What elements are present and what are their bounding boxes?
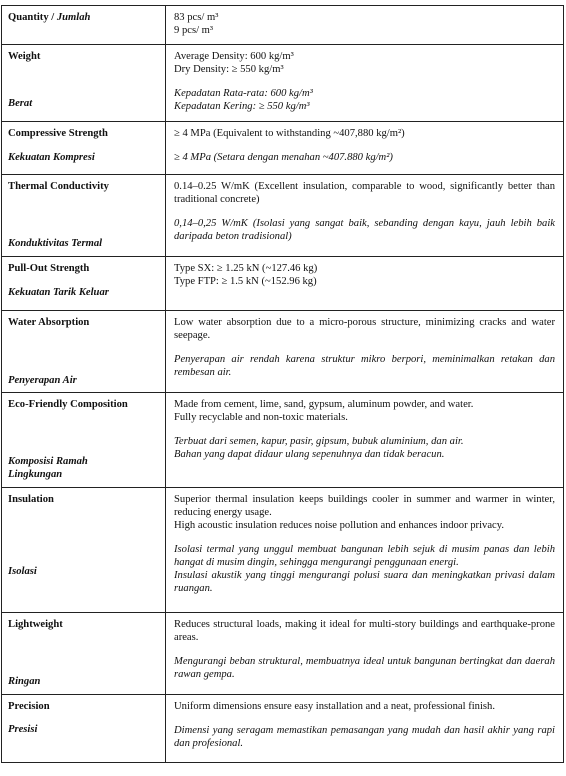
- value-line: High acoustic insulation reduces noise pollution and enhances indoor privacy.: [174, 520, 504, 531]
- row-label-en: Compressive Strength: [8, 128, 108, 139]
- row-value-cell: [166, 393, 564, 488]
- row-label-en: Pull-Out Strength: [8, 263, 90, 274]
- value-line-id: Insulasi akustik yang tinggi mengurangi polusi suara dan meningkatkan privasi dalam ruangan.: [174, 570, 555, 594]
- row-label-id: Presisi: [8, 724, 38, 735]
- value-line: Type FTP: ≥ 1.5 kN (~152.96 kg): [174, 276, 317, 287]
- value-line-id: Bahan yang dapat didaur ulang sepenuhnya dan tidak beracun.: [174, 449, 445, 460]
- value-line: Fully recyclable and non-toxic materials.: [174, 412, 348, 423]
- row-value-cell: [166, 613, 564, 695]
- value-line: Made from cement, lime, sand, gypsum, aluminum powder, and water.: [174, 399, 474, 410]
- row-label-id: Konduktivitas Termal: [8, 238, 103, 249]
- row-label-cell: [2, 6, 166, 45]
- value-line-id: Terbuat dari semen, kapur, pasir, gipsum, bubuk aluminium, dan air.: [174, 436, 464, 447]
- row-value-cell: [166, 695, 564, 763]
- table-row: [2, 45, 564, 122]
- value-line: Superior thermal insulation keeps buildings cooler in summer and warmer in winter, reducing energy usage.: [174, 494, 555, 518]
- row-label-en: Water Absorption: [8, 317, 90, 328]
- table-row: [2, 257, 564, 311]
- row-label-id: Kekuatan Kompresi: [8, 152, 95, 163]
- row-label-id: Komposisi Ramah Lingkungan: [8, 456, 88, 480]
- table-row: [2, 175, 564, 257]
- row-value-cell: [166, 311, 564, 393]
- row-label-cell: [2, 311, 166, 393]
- row-label-en: Precision: [8, 701, 50, 712]
- table-row: [2, 393, 564, 488]
- row-label-id: Isolasi: [8, 566, 37, 577]
- row-value-cell: [166, 6, 564, 45]
- table-row: [2, 6, 564, 45]
- row-label-en: Insulation: [8, 494, 54, 505]
- value-line: 9 pcs/ m³: [174, 25, 214, 36]
- value-line: Type SX: ≥ 1.25 kN (~127.46 kg): [174, 263, 318, 274]
- row-label-cell: [2, 257, 166, 311]
- table-row: [2, 122, 564, 175]
- row-label-en: Lightweight: [8, 619, 63, 630]
- value-line-id: ≥ 4 MPa (Setara dengan menahan ~407.880 kg/m²): [174, 152, 393, 163]
- value-line: Dry Density: ≥ 550 kg/m³: [174, 64, 284, 75]
- row-label-cell: [2, 695, 166, 763]
- row-label-cell: [2, 122, 166, 175]
- value-line: 0.14–0.25 W/mK (Excellent insulation, comparable to wood, significantly better than traditional concrete): [174, 181, 555, 205]
- row-label-id: Ringan: [8, 676, 41, 687]
- table-row: [2, 695, 564, 763]
- row-value-cell: [166, 488, 564, 613]
- value-line-id: Isolasi termal yang unggul membuat bangunan lebih sejuk di musim panas dan lebih hangat di musim dingin, sehingga mengurangi penggunaan energi.: [174, 544, 555, 568]
- table-row: [2, 311, 564, 393]
- row-value-cell: [166, 122, 564, 175]
- value-line-id: 0,14–0,25 W/mK (Isolasi yang sangat baik, sebanding dengan kayu, jauh lebih baik daripada beton tradisional): [174, 218, 555, 242]
- row-label-id: Penyerapan Air: [8, 375, 77, 386]
- value-line-id: Kepadatan Rata-rata: 600 kg/m³: [174, 88, 313, 99]
- specification-table: [1, 5, 564, 763]
- row-label-id: Kekuatan Tarik Keluar: [8, 287, 109, 298]
- row-label-cell: [2, 488, 166, 613]
- row-label-id: Berat: [8, 98, 33, 109]
- row-value-cell: [166, 257, 564, 311]
- value-line: Uniform dimensions ensure easy installation and a neat, professional finish.: [174, 701, 495, 712]
- value-line: 83 pcs/ m³: [174, 12, 219, 23]
- value-line-id: Mengurangi beban struktural, membuatnya ideal untuk bangunan bertingkat dan daerah rawan gempa.: [174, 656, 555, 680]
- value-line: Reduces structural loads, making it ideal for multi-story buildings and earthquake-prone areas.: [174, 619, 555, 643]
- table-row: [2, 488, 564, 613]
- row-label-cell: [2, 45, 166, 122]
- row-label-en: Thermal Conductivity: [8, 181, 109, 192]
- value-line: Average Density: 600 kg/m³: [174, 51, 294, 62]
- row-value-cell: [166, 45, 564, 122]
- value-line-id: Dimensi yang seragam memastikan pemasangan yang mudah dan hasil akhir yang rapi dan profesional.: [174, 725, 555, 749]
- row-label: Quantity / Jumlah: [8, 12, 91, 23]
- row-label-en: Eco-Friendly Composition: [8, 399, 128, 410]
- row-label-en: Weight: [8, 51, 41, 62]
- value-line: ≥ 4 MPa (Equivalent to withstanding ~407,880 kg/m²): [174, 128, 405, 139]
- value-line-id: Penyerapan air rendah karena struktur mikro berpori, meminimalkan retakan dan rembesan air.: [174, 354, 555, 378]
- row-label-cell: [2, 613, 166, 695]
- row-label-cell: [2, 175, 166, 257]
- value-line-id: Kepadatan Kering: ≥ 550 kg/m³: [174, 101, 310, 112]
- value-line: Low water absorption due to a micro-porous structure, minimizing cracks and water seepage.: [174, 317, 555, 341]
- row-label-cell: [2, 393, 166, 488]
- table-row: [2, 613, 564, 695]
- row-value-cell: [166, 175, 564, 257]
